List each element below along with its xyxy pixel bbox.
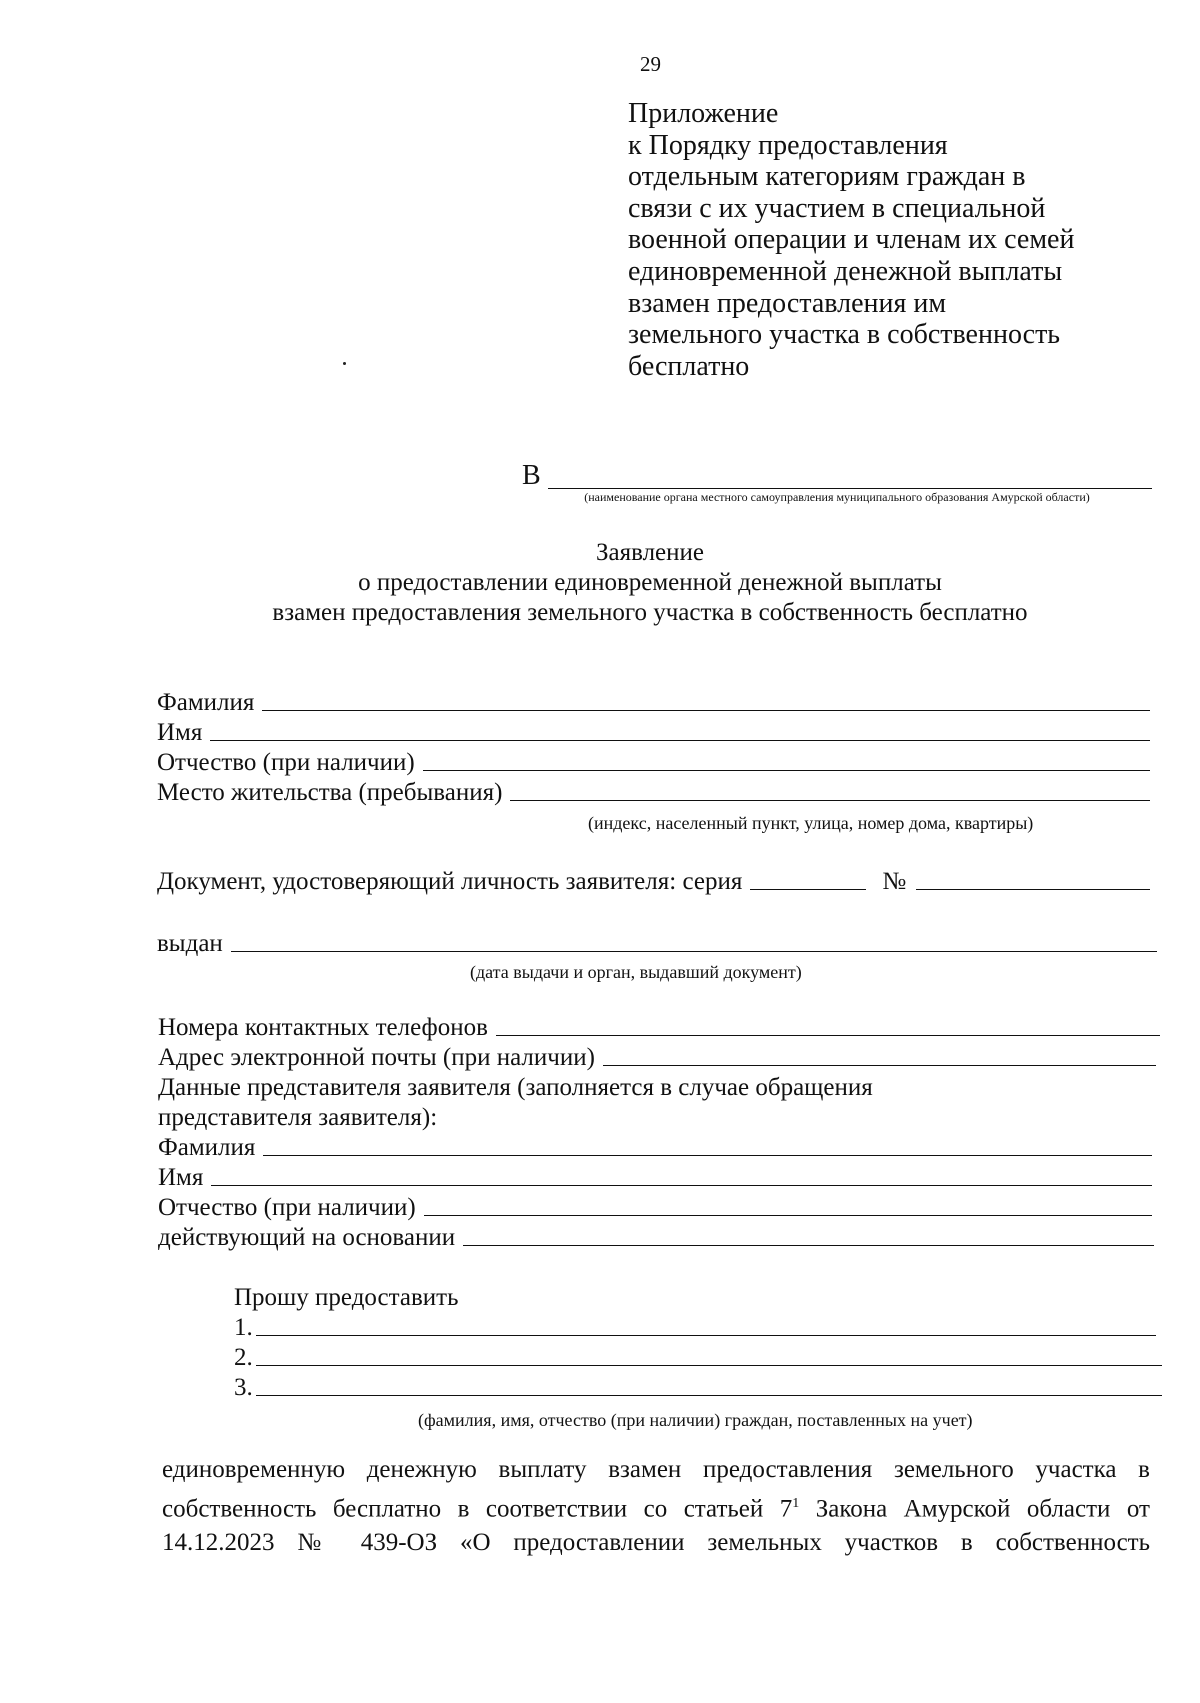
request-caption: (фамилия, имя, отчество (при наличии) граждан, поставленных на учет) (418, 1410, 973, 1430)
addressee-field[interactable] (548, 488, 1152, 489)
appendix-line: отдельным категориям граждан в (628, 161, 1026, 193)
applicant-patronymic-row (157, 749, 1150, 777)
request-item-number: 3. (234, 1374, 253, 1401)
representative-heading: Данные представителя заявителя (заполняется в случае обращения (158, 1074, 873, 1101)
document-number-field[interactable] (916, 889, 1150, 890)
identity-document-label: Документ, удостоверяющий личность заявителя: серия (157, 868, 743, 895)
rep-name-row (158, 1164, 1152, 1192)
appendix-line: к Порядку предоставления (628, 129, 948, 161)
issued-field[interactable] (231, 951, 1157, 952)
rep-basis-label: действующий на основании (158, 1224, 456, 1251)
closing-paragraph (162, 1453, 1150, 1560)
rep-name-label: Имя (158, 1164, 204, 1191)
appendix-line: Приложение (628, 98, 779, 129)
appendix-line: бесплатно (628, 350, 750, 382)
appendix-line: связи с их участием в специальной (628, 192, 1046, 224)
request-heading: Прошу предоставить (234, 1284, 459, 1311)
document-series-field[interactable] (750, 889, 866, 890)
phones-label: Номера контактных телефонов (158, 1014, 488, 1041)
document-number-label: № (882, 868, 907, 895)
appendix-line: земельного участка в собственность (628, 319, 1061, 351)
request-item-number: 1. (234, 1314, 253, 1341)
scan-speck (343, 362, 346, 365)
closing-line (162, 1487, 1150, 1526)
request-item-field[interactable] (256, 1335, 1156, 1336)
title-line: о предоставлении единовременной денежной выплаты (358, 569, 942, 596)
title-line: взамен предоставления земельного участка в собственность бесплатно (272, 599, 1028, 626)
application-title (150, 538, 1150, 628)
article-superscript: 1 (792, 1496, 800, 1511)
closing-text: собственность бесплатно в соответствии со статьей 7 (162, 1495, 793, 1523)
identity-document-row (157, 868, 1150, 896)
applicant-name-field[interactable] (210, 740, 1150, 741)
rep-name-field[interactable] (211, 1185, 1152, 1186)
appendix-line: взамен предоставления им (628, 287, 947, 319)
title-line: Заявление (595, 539, 705, 566)
request-item-row (234, 1374, 1162, 1402)
applicant-residence-field[interactable] (510, 800, 1150, 801)
issued-caption: (дата выдачи и орган, выдавший документ) (470, 962, 802, 982)
email-row (158, 1044, 1156, 1072)
page-number: 29 (640, 52, 661, 76)
closing-text: Закона Амурской области от (799, 1495, 1150, 1523)
residence-caption: (индекс, населенный пункт, улица, номер дома, квартиры) (588, 813, 1034, 833)
issued-row (157, 930, 1157, 958)
appendix-line: единовременной денежной выплаты (628, 255, 1063, 287)
rep-patronymic-label: Отчество (при наличии) (158, 1194, 416, 1221)
representative-heading-cont: представителя заявителя): (158, 1104, 438, 1131)
applicant-residence-label: Место жительства (пребывания) (157, 779, 503, 806)
addressee-caption: (наименование органа местного самоуправления муниципального образования Амурской области) (584, 490, 1090, 504)
request-item-field[interactable] (256, 1395, 1162, 1396)
appendix-line: военной операции и членам их семей (628, 224, 1075, 256)
phones-row (158, 1014, 1160, 1042)
applicant-surname-field[interactable] (262, 710, 1150, 711)
closing-line: единовременную денежную выплату взамен предоставления земельного участка в (162, 1456, 1150, 1483)
rep-surname-field[interactable] (263, 1155, 1152, 1156)
closing-line: 14.12.2023 № 439-ОЗ «О предоставлении земельных участков в собственность (162, 1529, 1150, 1557)
addressee-prefix: В (522, 460, 541, 491)
applicant-surname-row (157, 689, 1150, 717)
applicant-residence-row (157, 779, 1150, 807)
rep-patronymic-field[interactable] (424, 1215, 1152, 1216)
email-field[interactable] (603, 1065, 1156, 1066)
phones-field[interactable] (496, 1035, 1160, 1036)
request-item-number: 2. (234, 1344, 253, 1371)
email-label: Адрес электронной почты (при наличии) (158, 1044, 595, 1071)
applicant-patronymic-label: Отчество (при наличии) (157, 749, 415, 776)
rep-surname-label: Фамилия (158, 1134, 256, 1161)
request-item-row (234, 1344, 1162, 1372)
applicant-patronymic-field[interactable] (423, 770, 1150, 771)
applicant-name-row (157, 719, 1150, 747)
request-item-row (234, 1314, 1156, 1342)
rep-surname-row (158, 1134, 1152, 1162)
issued-label: выдан (157, 930, 223, 957)
applicant-surname-label: Фамилия (157, 689, 255, 716)
rep-basis-row (158, 1224, 1154, 1252)
request-item-field[interactable] (256, 1365, 1162, 1366)
rep-patronymic-row (158, 1194, 1152, 1222)
rep-basis-field[interactable] (463, 1245, 1154, 1246)
applicant-name-label: Имя (157, 719, 203, 746)
appendix-header (628, 98, 1148, 382)
